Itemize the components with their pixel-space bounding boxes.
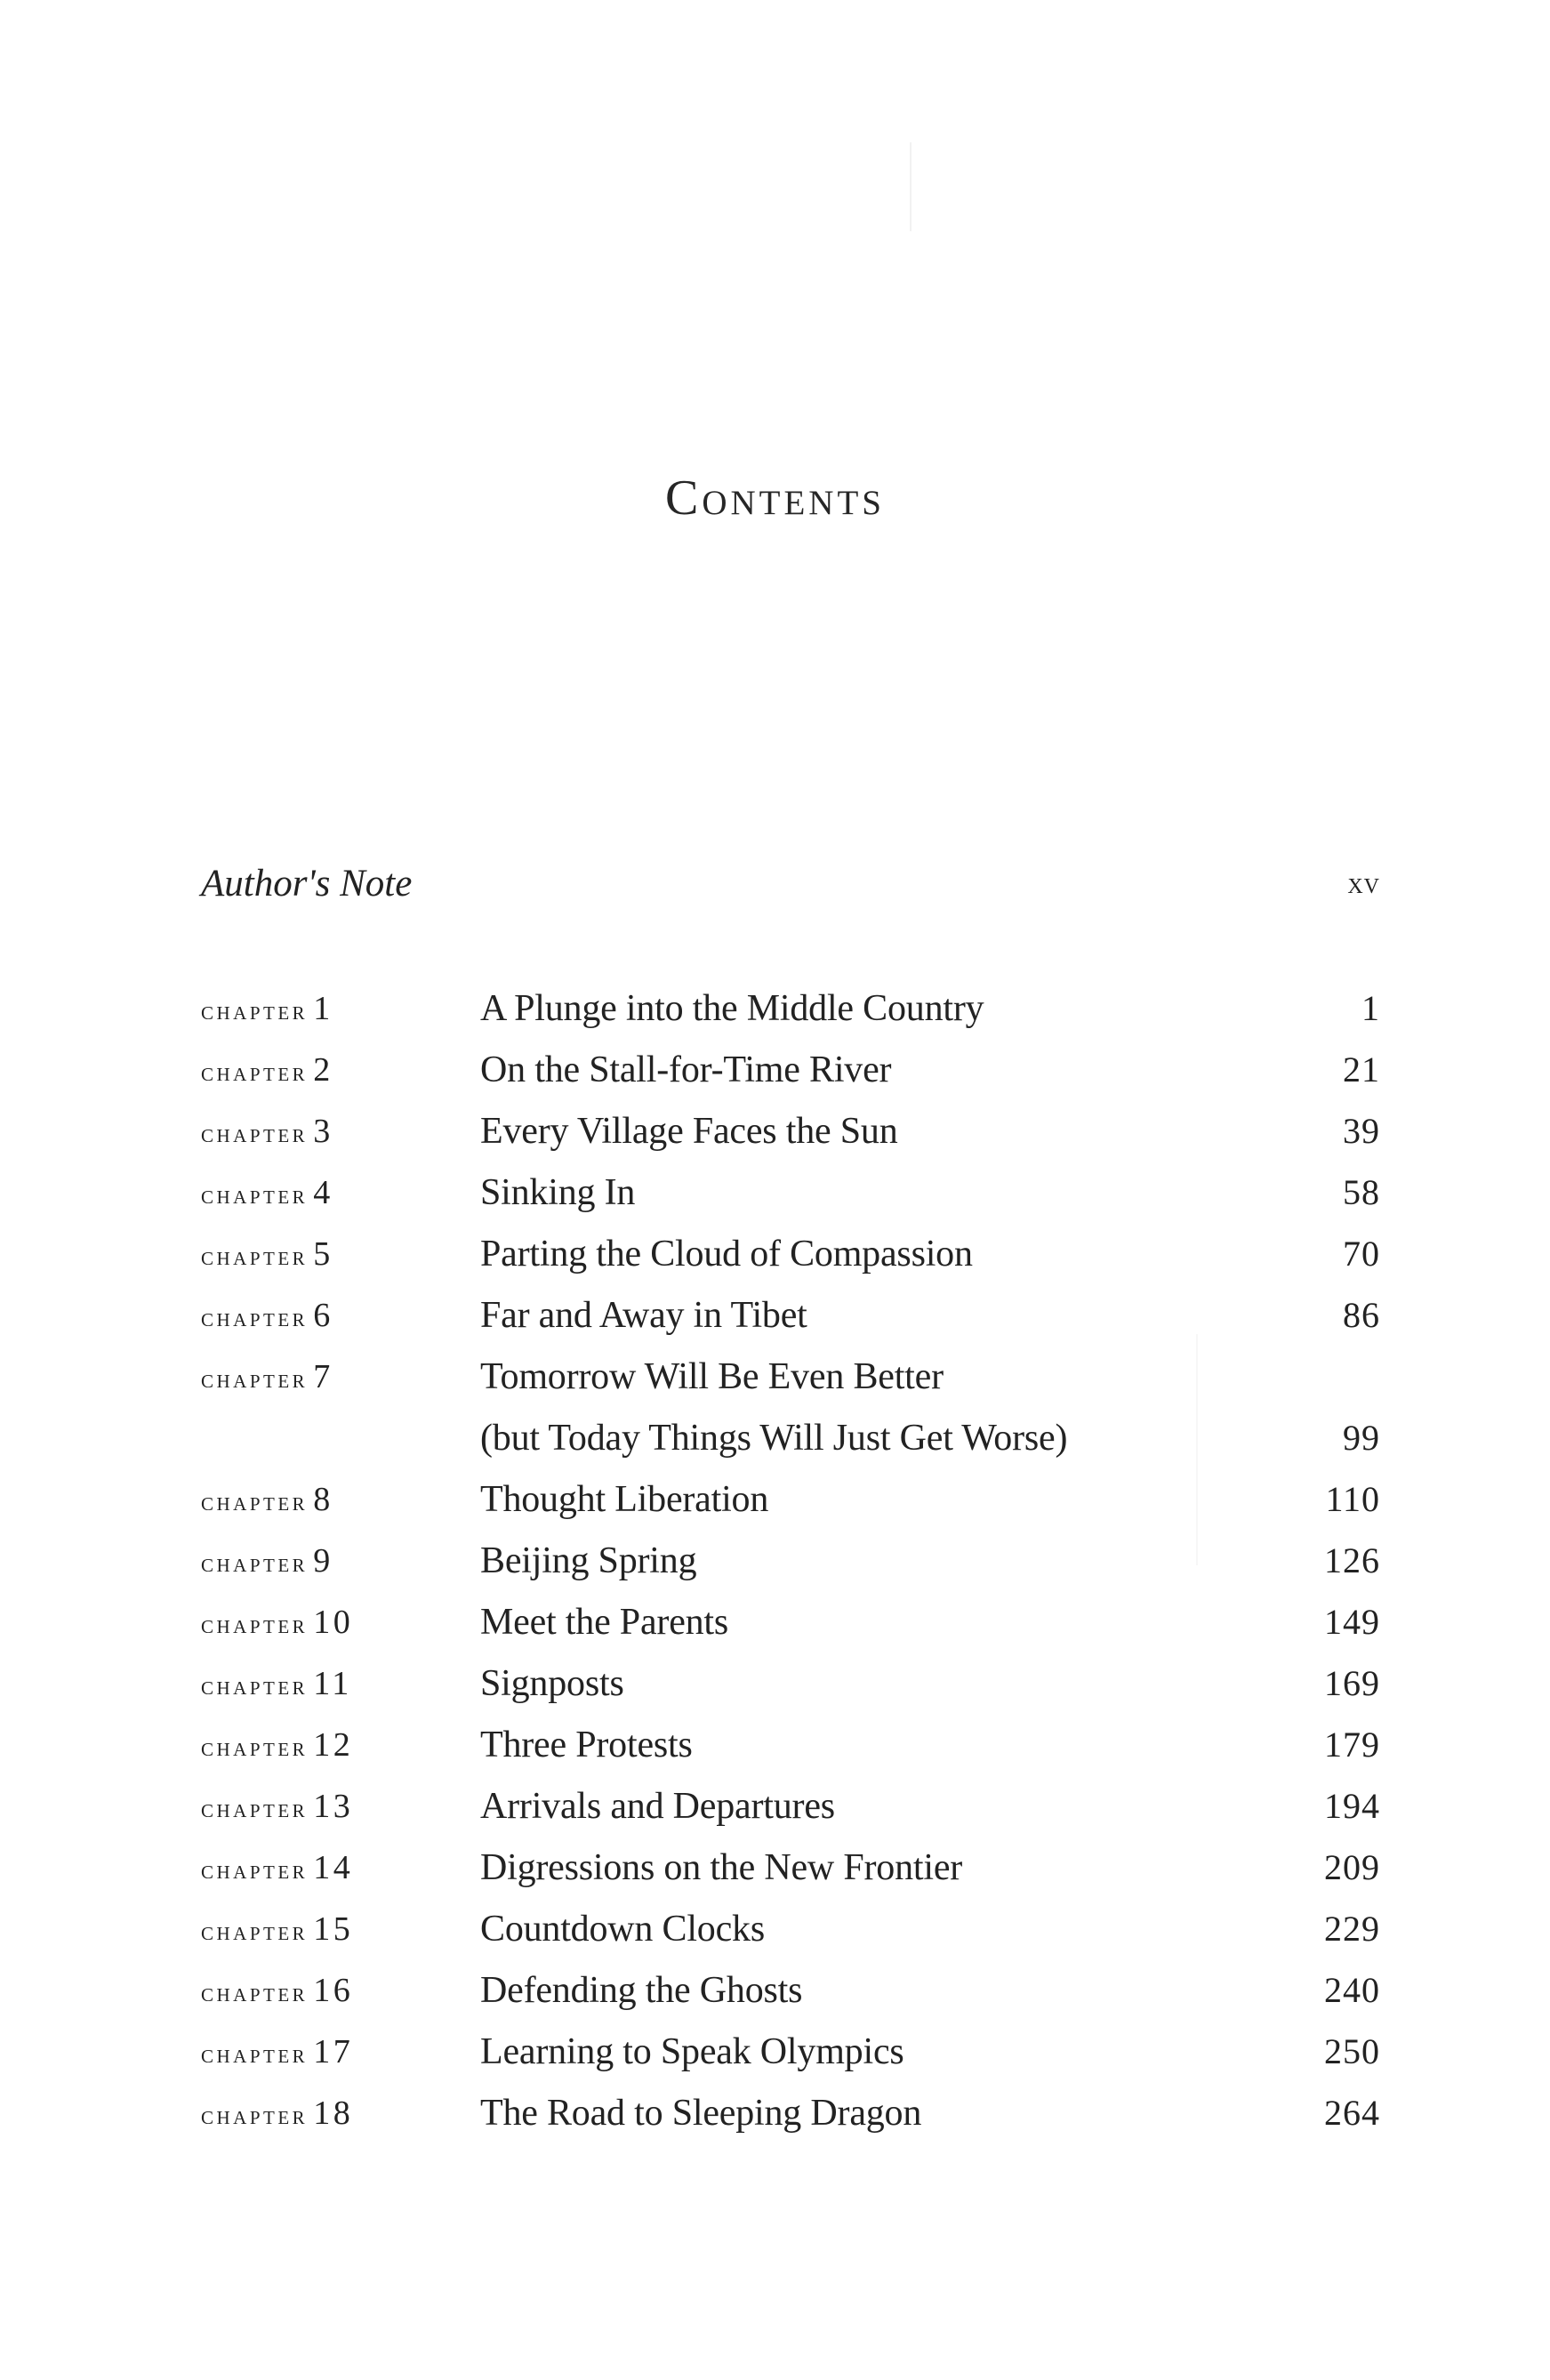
chapter-label: chapter 1 [201, 990, 333, 1027]
page-title: Contents [664, 470, 885, 526]
toc-entry-chapter-6[interactable] [201, 1291, 1380, 1352]
chapter-page-number: 264 [1324, 2093, 1380, 2133]
chapter-title: Learning to Speak Olympics [480, 2031, 904, 2072]
chapter-label: chapter 13 [201, 1788, 354, 1825]
toc-entry-chapter-9[interactable] [201, 1536, 1380, 1597]
toc-entry-title: Author's Note [201, 863, 413, 905]
chapter-title: Signposts [480, 1663, 624, 1704]
chapter-label: chapter 11 [201, 1665, 352, 1702]
chapter-title [480, 1352, 1067, 1463]
toc-entry-chapter-10[interactable] [201, 1597, 1380, 1659]
chapter-label: chapter 15 [201, 1910, 354, 1948]
chapter-label: chapter 14 [201, 1849, 354, 1886]
chapter-title-line-1: Tomorrow Will Be Even Better [480, 1356, 944, 1397]
chapter-label: chapter 3 [201, 1113, 333, 1150]
chapter-title: Countdown Clocks [480, 1909, 765, 1950]
chapter-page-number: 179 [1324, 1725, 1380, 1765]
chapter-label: chapter 4 [201, 1174, 333, 1211]
chapter-title: Three Protests [480, 1725, 693, 1765]
chapter-page-number: 86 [1343, 1295, 1380, 1335]
chapter-page-number: 169 [1324, 1663, 1380, 1703]
toc-entry-chapter-12[interactable] [201, 1720, 1380, 1781]
chapter-page-number: 58 [1343, 1172, 1380, 1212]
toc-entry-chapter-13[interactable] [201, 1781, 1380, 1843]
chapter-title: Digressions on the New Frontier [480, 1847, 963, 1888]
chapter-page-number: 240 [1324, 1970, 1380, 2010]
chapter-label: chapter 12 [201, 1726, 354, 1764]
toc-entry-chapter-11[interactable] [201, 1659, 1380, 1720]
toc-entry-chapter-5[interactable] [201, 1229, 1380, 1291]
chapter-label: chapter 9 [201, 1542, 333, 1580]
toc-entry-chapter-7[interactable] [201, 1352, 1380, 1475]
toc-entry-authors-note[interactable] [201, 859, 1380, 913]
chapter-title-line-2: (but Today Things Will Just Get Worse) [480, 1418, 1068, 1459]
chapter-label: chapter 8 [201, 1481, 333, 1518]
chapter-page-number: 209 [1324, 1847, 1380, 1887]
toc-entry-chapter-2[interactable] [201, 1045, 1380, 1106]
toc-entry-chapter-15[interactable] [201, 1904, 1380, 1966]
chapter-title: Parting the Cloud of Compassion [480, 1234, 973, 1274]
chapter-page-number: 21 [1343, 1049, 1380, 1089]
chapter-page-number: 39 [1343, 1111, 1380, 1151]
chapter-title: Every Village Faces the Sun [480, 1111, 898, 1152]
table-of-contents [201, 984, 1380, 2150]
chapter-title: On the Stall-for-Time River [480, 1049, 892, 1090]
chapter-title: A Plunge into the Middle Country [480, 988, 984, 1029]
chapter-title: The Road to Sleeping Dragon [480, 2093, 922, 2134]
toc-entry-chapter-17[interactable] [201, 2027, 1380, 2088]
chapter-title: Thought Liberation [480, 1479, 769, 1520]
toc-entry-chapter-3[interactable] [201, 1106, 1380, 1168]
chapter-page-number: 126 [1324, 1540, 1380, 1580]
chapter-title: Sinking In [480, 1172, 636, 1213]
toc-entry-chapter-16[interactable] [201, 1966, 1380, 2027]
chapter-label: chapter 10 [201, 1604, 354, 1641]
chapter-label: chapter 5 [201, 1235, 333, 1273]
chapter-label: chapter 2 [201, 1051, 333, 1089]
chapter-page-number: 194 [1324, 1786, 1380, 1826]
toc-entry-chapter-18[interactable] [201, 2088, 1380, 2150]
toc-entry-chapter-14[interactable] [201, 1843, 1380, 1904]
chapter-page-number: 110 [1325, 1479, 1380, 1519]
chapter-label: chapter 18 [201, 2095, 354, 2132]
chapter-page-number: 99 [1343, 1418, 1380, 1458]
chapter-label: chapter 16 [201, 1972, 354, 2009]
chapter-title: Far and Away in Tibet [480, 1295, 807, 1336]
chapter-page-number: 149 [1324, 1602, 1380, 1642]
chapter-title: Arrivals and Departures [480, 1786, 835, 1827]
chapter-title: Beijing Spring [480, 1540, 697, 1581]
toc-entry-chapter-4[interactable] [201, 1168, 1380, 1229]
chapter-title: Defending the Ghosts [480, 1970, 803, 2011]
chapter-label: chapter 6 [201, 1297, 333, 1334]
toc-entry-chapter-1[interactable] [201, 984, 1380, 1045]
chapter-title: Meet the Parents [480, 1602, 729, 1643]
toc-entry-chapter-8[interactable] [201, 1475, 1380, 1536]
chapter-label: chapter 17 [201, 2033, 354, 2070]
chapter-label: chapter 7 [201, 1358, 333, 1395]
scan-artifact [910, 142, 912, 231]
toc-entry-page-number: xv [1347, 867, 1380, 900]
chapter-page-number: 229 [1324, 1909, 1380, 1949]
chapter-page-number: 1 [1361, 988, 1380, 1028]
chapter-page-number: 70 [1343, 1234, 1380, 1274]
chapter-page-number: 250 [1324, 2031, 1380, 2071]
